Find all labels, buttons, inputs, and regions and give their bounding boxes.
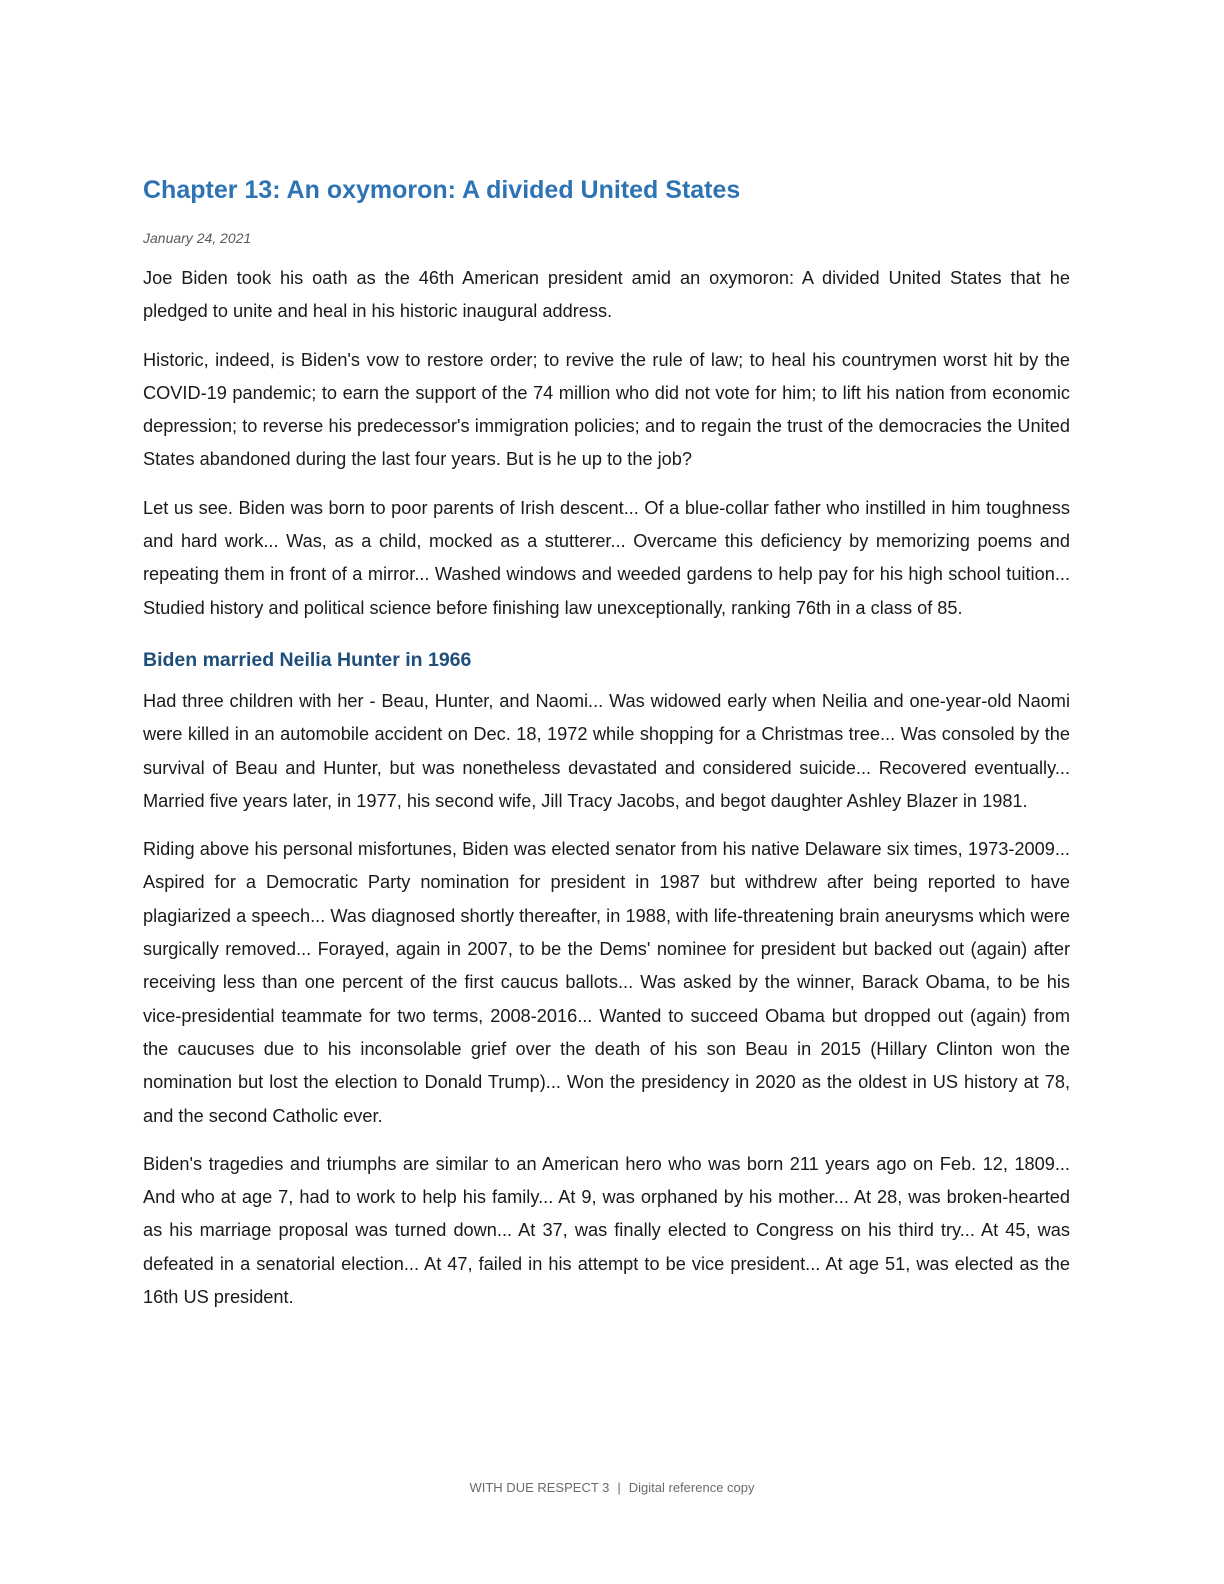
document-page bbox=[143, 168, 1070, 1314]
footer-note: Digital reference copy bbox=[628, 1480, 755, 1495]
footer-separator: | bbox=[617, 1480, 621, 1495]
publish-date: January 24, 2021 bbox=[143, 230, 252, 246]
footer-book-title: WITH DUE RESPECT 3 bbox=[469, 1480, 610, 1495]
page-footer bbox=[0, 1478, 1224, 1498]
body-paragraph: Riding above his personal misfortunes, Biden was elected senator from his native Delaware six times, 1973-2009... Aspired for a Democratic Party nomination for president in 1987 but withdrew after being reported to have plagiarized a speech... Was diagnosed shortly thereafter, in 1988, with life-threatening brain aneurysms which were surgically removed... Forayed, again in 2007, to be the Dems' nominee for president but backed out (again) after receiving less than one percent of the first caucus ballots... Was asked by the winner, Barack Obama, to be his vice-presidential teammate for two terms, 2008-2016... Wanted to succeed Obama but dropped out (again) from the caucuses due to his inconsolable grief over the death of his son Beau in 2015 (Hillary Clinton won the nomination but lost the election to Donald Trump)... Won the presidency in 2020 as the oldest in US history at 78, and the second Catholic ever. bbox=[143, 839, 1070, 1126]
chapter-title: Chapter 13: An oxymoron: A divided United States bbox=[143, 176, 741, 204]
section-heading: Biden married Neilia Hunter in 1966 bbox=[143, 648, 472, 671]
body-paragraph: Had three children with her - Beau, Hunter, and Naomi... Was widowed early when Neilia and one-year-old Naomi were killed in an automobile accident on Dec. 18, 1972 while shopping for a Christmas tree... Was consoled by the survival of Beau and Hunter, but was nonetheless devastated and considered suicide... Recovered eventually... Married five years later, in 1977, his second wife, Jill Tracy Jacobs, and begot daughter Ashley Blazer in 1981. bbox=[143, 690, 1070, 811]
body-paragraph: Let us see. Biden was born to poor parents of Irish descent... Of a blue-collar father who instilled in him toughness and hard work... Was, as a child, mocked as a stutterer... Overcame this deficiency by memorizing poems and repeating them in front of a mirror... Washed windows and weeded gardens to help pay for his high school tuition... Studied history and political science before finishing law unexceptionally, ranking 76th in a class of 85. bbox=[143, 497, 1070, 618]
body-paragraph: Biden's tragedies and triumphs are similar to an American hero who was born 211 years ago on Feb. 12, 1809... And who at age 7, had to work to help his family... At 9, was orphaned by his mother... At 28, was broken-hearted as his marriage proposal was turned down... At 37, was finally elected to Congress on his third try... At 45, was defeated in a senatorial election... At 47, failed in his attempt to be vice president... At age 51, was elected as the 16th US president. bbox=[143, 1153, 1070, 1308]
body-paragraph: Joe Biden took his oath as the 46th American president amid an oxymoron: A divided United States that he pledged to unite and heal in his historic inaugural address. bbox=[143, 268, 1070, 322]
body-paragraph: Historic, indeed, is Biden's vow to restore order; to revive the rule of law; to heal his countrymen worst hit by the COVID-19 pandemic; to earn the support of the 74 million who did not vote for him; to lift his nation from economic depression; to reverse his predecessor's immigration policies; and to regain the trust of the democracies the United States abandoned during the last four years. But is he up to the job? bbox=[143, 349, 1070, 470]
